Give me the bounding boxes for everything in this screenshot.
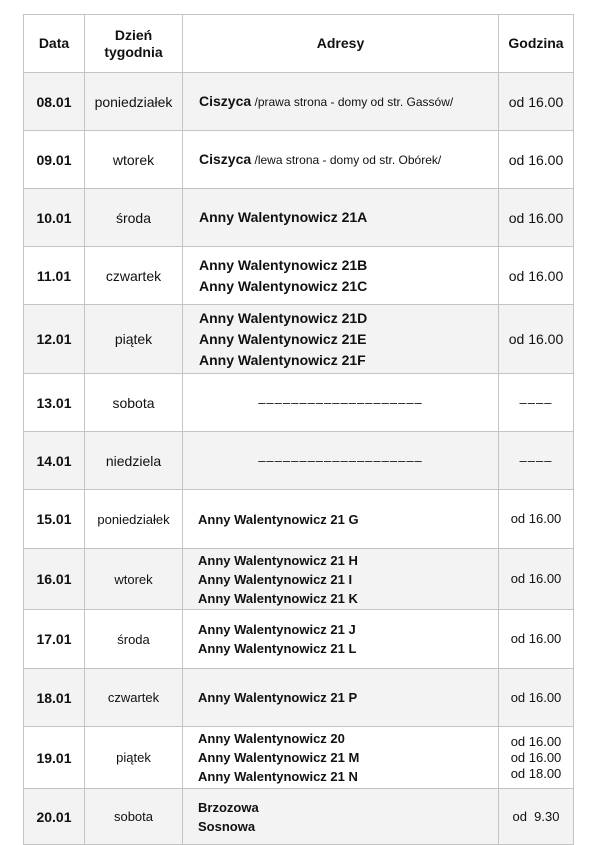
day-cell: piątek	[85, 305, 183, 374]
address-line: Anny Walentynowicz 21A	[199, 209, 368, 225]
header-day-line2: tygodnia	[104, 43, 163, 60]
day-cell: sobota	[85, 789, 183, 845]
empty-dash: ––––––––––––––––––––	[258, 453, 423, 468]
table-row	[24, 73, 574, 131]
time-line: od 16.00	[510, 749, 562, 765]
time-cell: od 16.00	[499, 131, 574, 189]
address-line: Brzozowa	[198, 799, 259, 815]
table-row	[24, 305, 574, 374]
day-cell: poniedziałek	[85, 490, 183, 549]
time-line: od 16.00	[510, 733, 562, 749]
date-cell: 17.01	[24, 610, 85, 669]
header-day	[85, 15, 183, 73]
time-cell: od 16.00	[499, 305, 574, 374]
time-cell: od 16.00	[499, 490, 574, 549]
address-cell	[183, 432, 499, 490]
address-line: Anny Walentynowicz 20	[198, 731, 345, 746]
time-cell: od 16.00	[499, 549, 574, 610]
day-cell: czwartek	[85, 247, 183, 305]
address-cell	[183, 189, 499, 247]
address-cell	[183, 789, 499, 845]
time-cell: od 16.00	[499, 73, 574, 131]
address-line: Anny Walentynowicz 21 P	[198, 690, 358, 705]
day-cell: środa	[85, 610, 183, 669]
empty-dash: ––––	[519, 395, 553, 410]
day-cell: wtorek	[85, 131, 183, 189]
table-row	[24, 727, 574, 789]
time-cell	[499, 374, 574, 432]
address-line: Anny Walentynowicz 21 K	[198, 590, 358, 606]
date-cell: 19.01	[24, 727, 85, 789]
date-cell: 16.01	[24, 549, 85, 610]
date-cell: 14.01	[24, 432, 85, 490]
address-name: Ciszyca	[199, 92, 252, 109]
schedule-table	[23, 14, 574, 845]
address-line: Anny Walentynowicz 21 H	[198, 552, 358, 568]
empty-dash: ––––	[519, 453, 553, 468]
table-row	[24, 189, 574, 247]
address-line: Anny Walentynowicz 21C	[199, 277, 368, 294]
table-row	[24, 549, 574, 610]
time-cell: od 16.00	[499, 247, 574, 305]
time-cell	[499, 432, 574, 490]
address-line	[199, 91, 498, 113]
address-cell	[183, 374, 499, 432]
date-cell: 09.01	[24, 131, 85, 189]
address-cell	[183, 490, 499, 549]
date-cell: 08.01	[24, 73, 85, 131]
header-day-line1: Dzień	[114, 26, 153, 43]
address-line: Sosnowa	[198, 818, 256, 834]
address-line	[199, 149, 498, 171]
address-cell	[183, 131, 499, 189]
time-line: od 18.00	[510, 765, 562, 781]
address-line: Anny Walentynowicz 21B	[199, 256, 368, 273]
time-cell	[499, 727, 574, 789]
address-line: Anny Walentynowicz 21 J	[198, 622, 356, 637]
date-cell: 13.01	[24, 374, 85, 432]
table-row	[24, 247, 574, 305]
table-row	[24, 374, 574, 432]
day-cell: sobota	[85, 374, 183, 432]
address-name: Ciszyca	[199, 150, 252, 167]
time-cell: od 16.00	[499, 189, 574, 247]
address-line: Anny Walentynowicz 21 M	[198, 750, 360, 765]
header-time: Godzina	[499, 15, 574, 73]
address-cell	[183, 610, 499, 669]
address-cell	[183, 549, 499, 610]
empty-dash: ––––––––––––––––––––	[258, 395, 423, 410]
header-address: Adresy	[183, 15, 499, 73]
header-row	[24, 15, 574, 73]
address-note: /prawa strona - domy od str. Gassów/	[251, 94, 454, 109]
address-line: Anny Walentynowicz 21 G	[198, 511, 359, 527]
day-cell: wtorek	[85, 549, 183, 610]
date-cell: 10.01	[24, 189, 85, 247]
day-cell: niedziela	[85, 432, 183, 490]
time-cell: od 9.30	[499, 789, 574, 845]
day-cell: poniedziałek	[85, 73, 183, 131]
table-row	[24, 490, 574, 549]
day-cell: środa	[85, 189, 183, 247]
date-cell: 11.01	[24, 247, 85, 305]
date-cell: 20.01	[24, 789, 85, 845]
address-line: Anny Walentynowicz 21E	[199, 330, 367, 347]
address-cell	[183, 73, 499, 131]
table-row	[24, 789, 574, 845]
table-row	[24, 669, 574, 727]
address-cell	[183, 669, 499, 727]
table-row	[24, 610, 574, 669]
address-cell	[183, 247, 499, 305]
table-row	[24, 432, 574, 490]
day-cell: czwartek	[85, 669, 183, 727]
time-cell: od 16.00	[499, 610, 574, 669]
table-row	[24, 131, 574, 189]
address-line: Anny Walentynowicz 21 L	[198, 641, 357, 656]
date-cell: 15.01	[24, 490, 85, 549]
date-cell: 18.01	[24, 669, 85, 727]
address-cell	[183, 727, 499, 789]
date-cell: 12.01	[24, 305, 85, 374]
time-cell: od 16.00	[499, 669, 574, 727]
address-line: Anny Walentynowicz 21F	[199, 351, 366, 368]
address-line: Anny Walentynowicz 21 N	[198, 769, 358, 784]
header-date: Data	[24, 15, 85, 73]
address-line: Anny Walentynowicz 21D	[199, 309, 368, 326]
address-note: /lewa strona - domy od str. Obórek/	[251, 152, 442, 167]
address-cell	[183, 305, 499, 374]
address-line: Anny Walentynowicz 21 I	[198, 571, 353, 587]
day-cell: piątek	[85, 727, 183, 789]
